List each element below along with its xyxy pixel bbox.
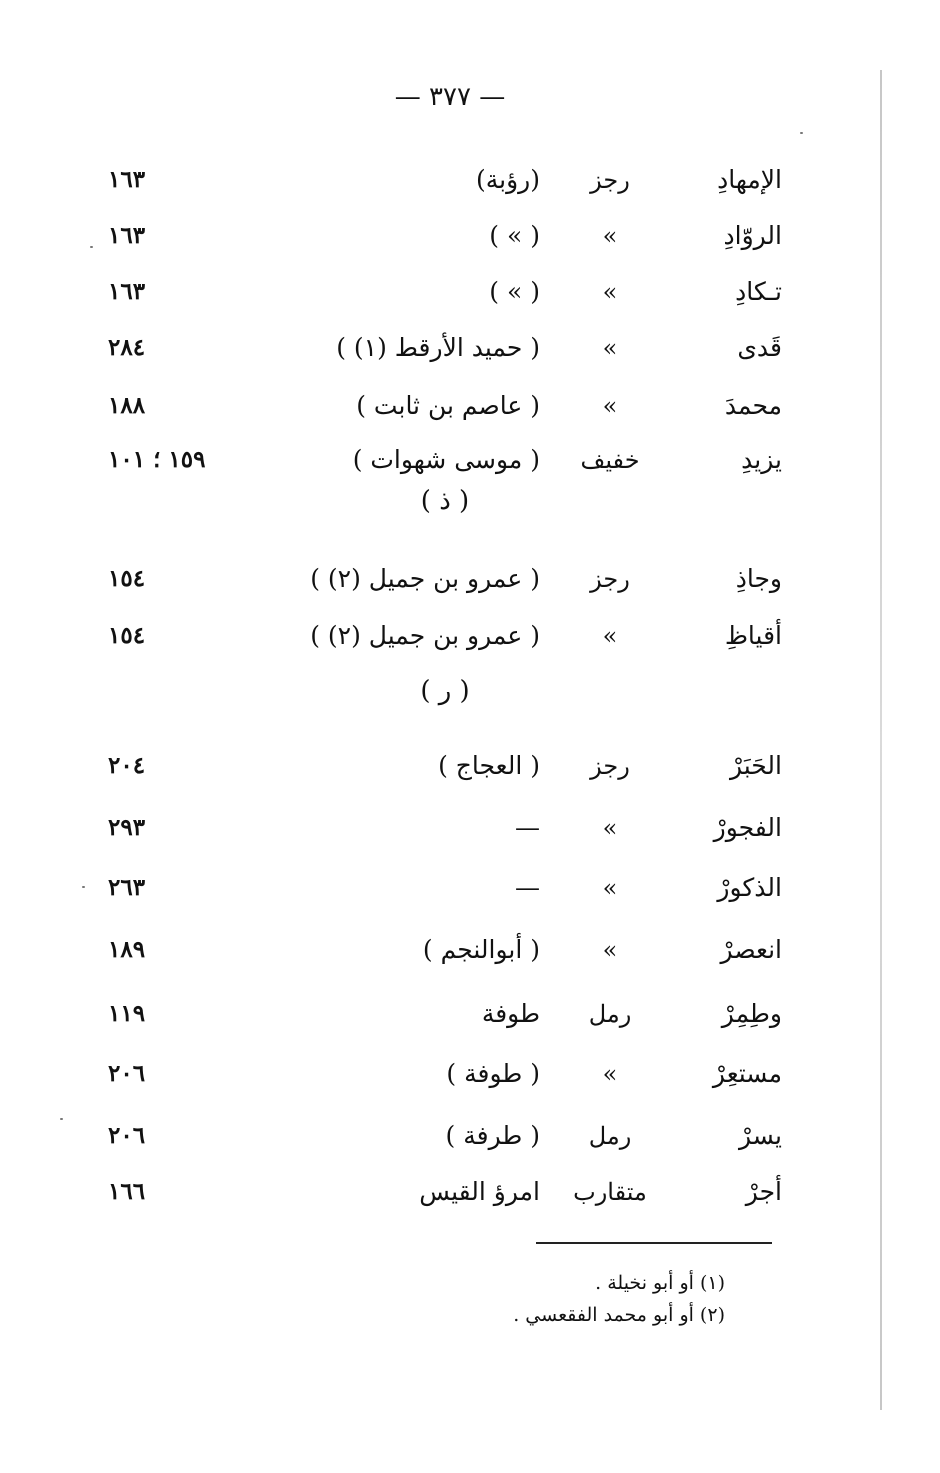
index-row xyxy=(0,928,940,978)
meter-name: رجز xyxy=(590,565,630,593)
poet-name: ( عاصم بن ثابت ) xyxy=(356,391,540,420)
page-references: ١٨٨ xyxy=(108,392,146,419)
scan-speck xyxy=(800,132,803,134)
rhyme-word: انعصرْ xyxy=(720,935,782,964)
poet-name: — xyxy=(515,813,540,842)
meter-name: رمل xyxy=(588,1000,632,1028)
rhyme-word: الحَبَرْ xyxy=(729,751,782,780)
index-row xyxy=(0,438,940,488)
index-row xyxy=(0,614,940,664)
poet-name: ( عمرو بن جميل (٢) ) xyxy=(310,564,540,593)
rhyme-word: محمدَ xyxy=(724,391,782,420)
page-number: — ٣٧٧ — xyxy=(394,82,506,112)
index-row xyxy=(0,214,940,264)
meter-name: » xyxy=(602,392,618,420)
rhyme-word: الفجورْ xyxy=(713,813,782,842)
rhyme-word: مستعِرْ xyxy=(712,1059,782,1088)
footnote-1: (١) أو أبو نخيلة . xyxy=(595,1272,725,1294)
section-letter-heading: ( ر ) xyxy=(420,676,470,706)
index-row xyxy=(0,158,940,208)
page-references: ١٨٩ xyxy=(108,936,146,963)
poet-name: ( أبوالنجم ) xyxy=(422,935,540,964)
page-references: ١٦٣ xyxy=(108,222,146,249)
page-references: ١٥٩ ؛ ١٠١ xyxy=(108,446,206,473)
rhyme-word: وطِمِرْ xyxy=(721,999,782,1028)
poet-name: — xyxy=(515,873,540,902)
rhyme-word: الذكورْ xyxy=(717,873,782,902)
poet-name: طوفة xyxy=(481,999,540,1028)
meter-name: » xyxy=(602,936,618,964)
rhyme-word: الإمهادِ xyxy=(717,165,782,194)
rhyme-word: تـكادِ xyxy=(735,277,782,306)
rhyme-word: وجاذِ xyxy=(735,564,782,593)
rhyme-word: الروّادِ xyxy=(723,221,782,250)
meter-name: خفيف xyxy=(580,446,640,474)
meter-name: » xyxy=(602,622,618,650)
meter-name: متقارب xyxy=(573,1178,647,1206)
page-references: ٢٦٣ xyxy=(108,874,146,901)
poet-name: ( » ) xyxy=(489,221,540,250)
poet-name: ( حميد الأرقط (١) ) xyxy=(336,333,540,362)
rhyme-word: أقياظِ xyxy=(724,621,782,650)
page-references: ٢٩٣ xyxy=(108,814,146,841)
poet-name: (رؤبة) xyxy=(475,165,540,194)
poet-name: ( طوفة ) xyxy=(446,1059,540,1088)
poet-name: ( العجاج ) xyxy=(438,751,540,780)
footnote-separator xyxy=(536,1242,772,1244)
index-row xyxy=(0,1170,940,1220)
page-references: ٢٠٦ xyxy=(108,1122,146,1149)
footnote-2: (٢) أو أبو محمد الفقعسي . xyxy=(513,1304,725,1326)
section-letter-heading: ( ذ ) xyxy=(420,486,470,516)
index-row xyxy=(0,384,940,434)
rhyme-word: يزيدِ xyxy=(741,445,782,474)
page-references: ٢٠٤ xyxy=(108,752,146,779)
meter-name: رجز xyxy=(590,166,630,194)
index-row xyxy=(0,866,940,916)
poet-name: ( موسى شهوات ) xyxy=(352,445,540,474)
meter-name: » xyxy=(602,278,618,306)
index-row xyxy=(0,744,940,794)
meter-name: » xyxy=(602,222,618,250)
page-references: ٢٠٦ xyxy=(108,1060,146,1087)
page-references: ١٥٤ xyxy=(108,622,146,649)
index-row xyxy=(0,557,940,607)
meter-name: » xyxy=(602,334,618,362)
page-references: ١٦٣ xyxy=(108,166,146,193)
page-references: ١٦٦ xyxy=(108,1178,146,1205)
page-references: ١٥٤ xyxy=(108,565,146,592)
index-row xyxy=(0,806,940,856)
rhyme-word: أجرْ xyxy=(745,1177,782,1206)
meter-name: » xyxy=(602,874,618,902)
page-references: ٢٨٤ xyxy=(108,334,146,361)
poet-name: ( عمرو بن جميل (٢) ) xyxy=(310,621,540,650)
poet-name: ( طرفة ) xyxy=(445,1121,540,1150)
index-row xyxy=(0,270,940,320)
rhyme-word: قَدى xyxy=(737,333,782,362)
meter-name: » xyxy=(602,814,618,842)
meter-name: رجز xyxy=(590,752,630,780)
poet-name: ( » ) xyxy=(489,277,540,306)
page-references: ١١٩ xyxy=(108,1000,146,1027)
poet-name: امرؤ القيس xyxy=(419,1177,540,1206)
meter-name: رمل xyxy=(588,1122,632,1150)
meter-name: » xyxy=(602,1060,618,1088)
index-row xyxy=(0,1114,940,1164)
index-row xyxy=(0,1052,940,1102)
index-row xyxy=(0,326,940,376)
page-references: ١٦٣ xyxy=(108,278,146,305)
index-row xyxy=(0,992,940,1042)
rhyme-word: يسرْ xyxy=(738,1121,782,1150)
